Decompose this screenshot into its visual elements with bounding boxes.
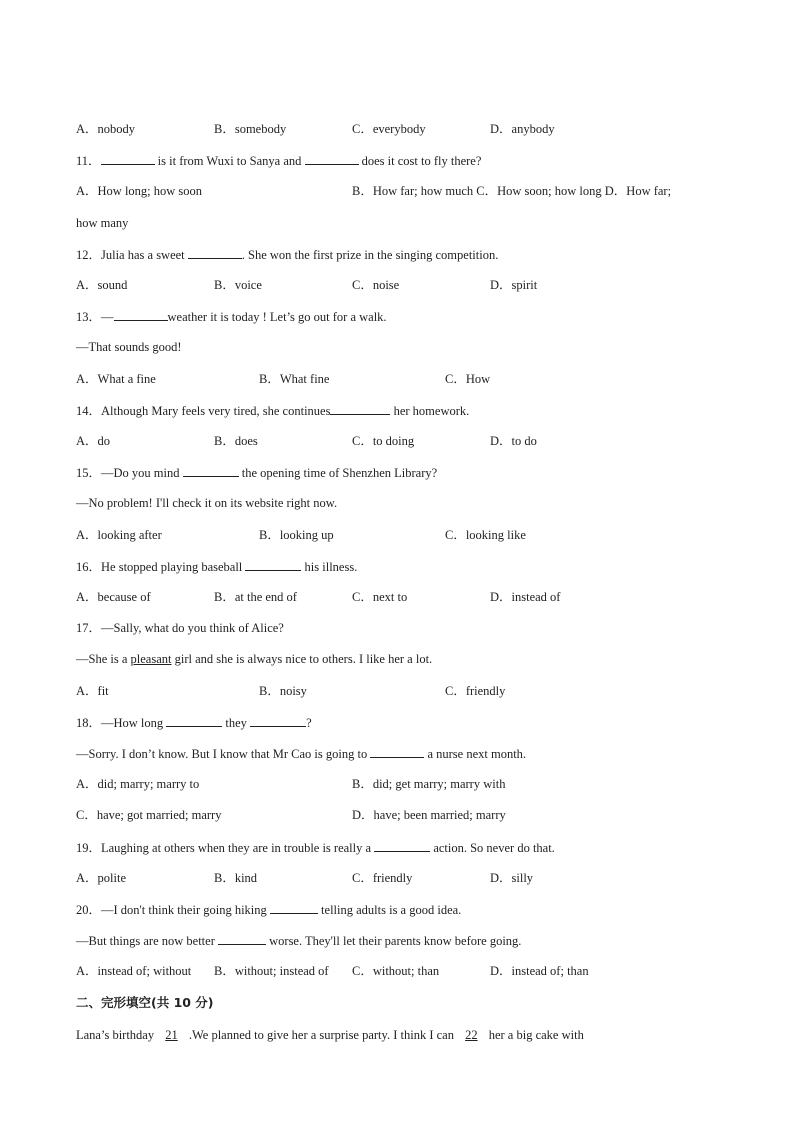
answer-blank [166,714,222,727]
q11-stem: 11． is it from Wuxi to Sanya and does it cost to fly there? [76,154,482,168]
q17-option-a: A．fit [76,684,109,698]
q17-option-b: B．noisy [259,684,307,698]
q11-option-bcd: B．How far; how much C．How soon; how long D．How far; [352,184,672,198]
q13-option-a: A．What a fine [76,372,156,386]
q18-option-d: D．have; been married; marry [352,808,506,822]
q12-option-c: C．noise [352,278,400,292]
q15-option-b: B．looking up [259,528,334,542]
q20-option-a: A．instead of; without [76,964,192,978]
q12-option-b: B．voice [214,278,262,292]
q12-stem: 12．Julia has a sweet . She won the first prize in the singing competition. [76,248,499,262]
q15-stem: 15．—Do you mind the opening time of Shenzhen Library? [76,466,438,480]
q15-option-a: A．looking after [76,528,162,542]
q18-option-b: B．did; get marry; marry with [352,777,506,791]
q10-option-d: D．anybody [490,122,555,136]
cloze-passage-line: Lana’s birthday 21 .We planned to give her a surprise party. I think I can 22 her a big cake with [76,1028,584,1042]
cloze-blank-22: 22 [465,1028,478,1042]
q19-option-a: A．polite [76,871,126,885]
q18-reply: —Sorry. I don’t know. But I know that Mr Cao is going to a nurse next month. [76,747,527,761]
cloze-blank-21: 21 [165,1028,178,1042]
q20-option-d: D．instead of; than [490,964,589,978]
q15-reply: —No problem! I'll check it on its website right now. [76,496,338,510]
q12-option-a: A．sound [76,278,128,292]
q13-option-b: B．What fine [259,372,330,386]
q13-stem: 13．— weather it is today ! Let’s go out for a walk. [76,310,387,324]
q12-option-d: D．spirit [490,278,538,292]
q18-option-a: A．did; marry; marry to [76,777,200,791]
q15-option-c: C．looking like [445,528,526,542]
answer-blank [183,464,239,477]
q17-stem: 17．—Sally, what do you think of Alice? [76,621,284,635]
answer-blank [114,308,168,321]
answer-blank [218,932,266,945]
answer-blank [270,901,318,914]
answer-blank [245,558,301,571]
q20-reply: —But things are now better worse. They'll let their parents know before going. [76,934,522,948]
q20-stem: 20．—I don't think their going hiking telling adults is a good idea. [76,903,462,917]
q14-option-a: A．do [76,434,111,448]
q19-option-d: D．silly [490,871,534,885]
q10-option-c: C．everybody [352,122,426,136]
q18-option-c: C．have; got married; marry [76,808,222,822]
q16-option-c: C．next to [352,590,408,604]
q14-option-c: C．to doing [352,434,415,448]
answer-blank [330,402,390,415]
q14-option-d: D．to do [490,434,537,448]
answer-blank [188,246,242,259]
q14-stem: 14．Although Mary feels very tired, she continues her homework. [76,404,470,418]
q14-option-b: B．does [214,434,258,448]
q20-option-b: B．without; instead of [214,964,329,978]
underlined-word: pleasant [130,652,172,666]
q13-option-c: C．How [445,372,491,386]
q19-stem: 19．Laughing at others when they are in trouble is really a action. So never do that. [76,841,555,855]
q16-option-a: A．because of [76,590,151,604]
q17-reply: —She is a pleasant girl and she is always nice to others. I like her a lot. [76,652,433,666]
q16-stem: 16．He stopped playing baseball his illness. [76,560,358,574]
answer-blank [374,839,430,852]
q11-option-a: A．How long; how soon [76,184,203,198]
q10-option-b: B．somebody [214,122,287,136]
q10-option-a: A．nobody [76,122,136,136]
answer-blank [305,152,359,165]
section-heading: 二、完形填空(共 10 分) [76,995,214,1010]
answer-blank [250,714,306,727]
q17-option-c: C．friendly [445,684,506,698]
q16-option-d: D．instead of [490,590,561,604]
answer-blank [370,745,424,758]
q20-option-c: C．without; than [352,964,440,978]
q16-option-b: B．at the end of [214,590,297,604]
q13-reply: —That sounds good! [76,340,182,354]
q19-option-c: C．friendly [352,871,413,885]
q18-stem: 18．—How long they ? [76,716,312,730]
q11-option-d-cont: how many [76,216,129,230]
q19-option-b: B．kind [214,871,258,885]
answer-blank [101,152,155,165]
